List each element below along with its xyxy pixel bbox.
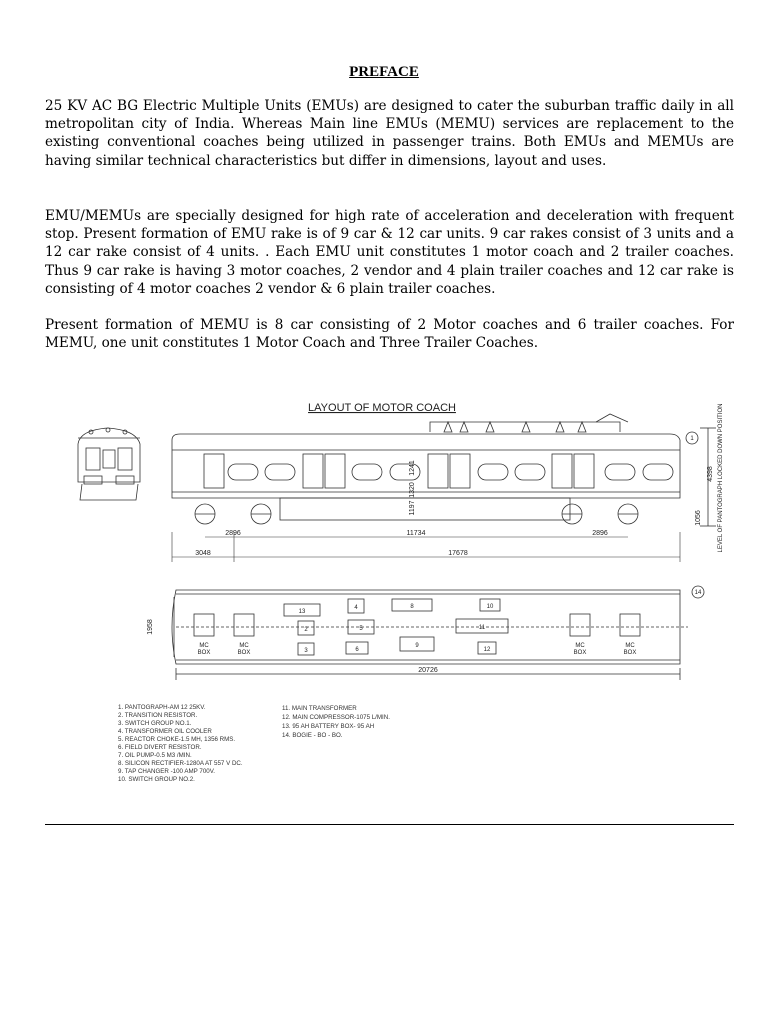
equip-3: 3 [304, 648, 308, 654]
coach-side-elevation [172, 414, 716, 526]
legend-item: 3. SWITCH GROUP NO.1. [118, 720, 192, 727]
legend-item: 1. PANTOGRAPH-AM 12 25KV. [118, 704, 206, 711]
equip-8: 8 [410, 604, 414, 610]
legend-item: 8. SILICON RECTIFIER-1280A AT 557 V DC. [118, 760, 243, 767]
coach-plan-view [172, 586, 704, 680]
dim-1241: 1241 [409, 460, 416, 476]
horizontal-rule [45, 824, 734, 825]
dim-1958: 1958 [147, 619, 154, 635]
equip-6: 6 [355, 647, 359, 653]
dim-3048: 3048 [195, 550, 211, 557]
mc-box-2-label: MC [239, 643, 249, 649]
dim-1056: 1056 [695, 510, 702, 526]
legend-item: 9. TAP CHANGER -100 AMP 700V. [118, 768, 215, 775]
dim-2896-left: 2896 [225, 530, 241, 537]
paragraph-memu: Present formation of MEMU is 8 car consisting of 2 Motor coaches and 6 trailer coaches. For MEMU, one unit constitutes 1 Motor Coach and Three Trailer Coaches. [45, 317, 734, 352]
mc-box-2-label-2: BOX [237, 650, 251, 656]
diagram-title: LAYOUT OF MOTOR COACH [308, 402, 456, 414]
callout-1-label: 1 [690, 436, 694, 442]
equip-4: 4 [354, 605, 358, 611]
paragraph-intro: 25 KV AC BG Electric Multiple Units (EMUs) are designed to cater the suburban traffic daily in all metropolitan city of India. Whereas Main line EMUs (MEMU) services are replacement to the existing conventional coaches being utilized in passenger trains. Both EMUs and MEMUs are having similar technical characteristics but differ in dimensions, layout and uses. [45, 98, 734, 169]
dim-17678: 17678 [448, 550, 468, 557]
equip-13: 13 [298, 609, 306, 615]
dim-20726: 20726 [418, 667, 438, 674]
legend-right [282, 705, 390, 739]
equip-12: 12 [483, 647, 491, 653]
coach-front-view [78, 428, 140, 500]
dim-4398: 4398 [707, 466, 714, 482]
mc-box-1-label: MC [199, 643, 209, 649]
equip-5: 5 [359, 626, 363, 632]
mc-box-4-label: MC [625, 643, 635, 649]
legend-item: 4. TRANSFORMER OIL COOLER [118, 728, 212, 735]
dim-2896-right: 2896 [592, 530, 608, 537]
legend-item: 10. SWITCH GROUP NO.2. [118, 776, 195, 783]
equip-9: 9 [415, 643, 419, 649]
legend-left [118, 704, 243, 783]
motor-coach-layout-diagram [60, 392, 730, 802]
dim-1320: 1320 [409, 482, 416, 498]
mc-box-4-label-2: BOX [623, 650, 637, 656]
mc-box-3-label: MC [575, 643, 585, 649]
mc-box-3-label-2: BOX [573, 650, 587, 656]
equip-10: 10 [486, 604, 494, 610]
legend-item: 13. 95 AH BATTERY BOX- 95 AH [282, 723, 375, 730]
dim-1197: 1197 [409, 500, 416, 516]
mc-box-1-label-2: BOX [197, 650, 211, 656]
equip-11: 11 [478, 625, 486, 631]
dim-11734: 11734 [406, 530, 426, 537]
legend-item: 5. REACTOR CHOKE-1.5 MH, 1356 RMS. [118, 736, 236, 743]
callout-14-label: 14 [694, 590, 702, 596]
legend-item: 7. OIL PUMP-0.5 M3 /MIN. [118, 752, 192, 759]
legend-item: 2. TRANSITION RESISTOR. [118, 712, 198, 719]
paragraph-formation: EMU/MEMUs are specially designed for high rate of acceleration and deceleration with frequent stop. Present formation of EMU rake is of 9 car & 12 car units. 9 car rakes consist of 3 units and a 12 car rake consist of 4 units. . Each EMU unit constitutes 1 motor coach and 2 trailer coaches. Thus 9 car rake is having 3 motor coaches, 2 vendor and 4 plain trailer coaches and 12 car rake is consisting of 4 motor coaches 2 vendor & 6 plain trailer coaches. [45, 208, 734, 297]
legend-item: 6. FIELD DIVERT RESISTOR. [118, 744, 202, 751]
page-title: PREFACE [349, 64, 419, 80]
legend-item: 12. MAIN COMPRESSOR-1075 L/MIN. [282, 714, 390, 721]
equip-2: 2 [304, 627, 308, 633]
legend-item: 14. BOGIE - BO - BO. [282, 732, 343, 739]
legend-item: 11. MAIN TRANSFORMER [282, 705, 357, 712]
pantograph-level-note: LEVEL OF PANTOGRAPH LOCKED DOWN POSITION [718, 403, 724, 553]
